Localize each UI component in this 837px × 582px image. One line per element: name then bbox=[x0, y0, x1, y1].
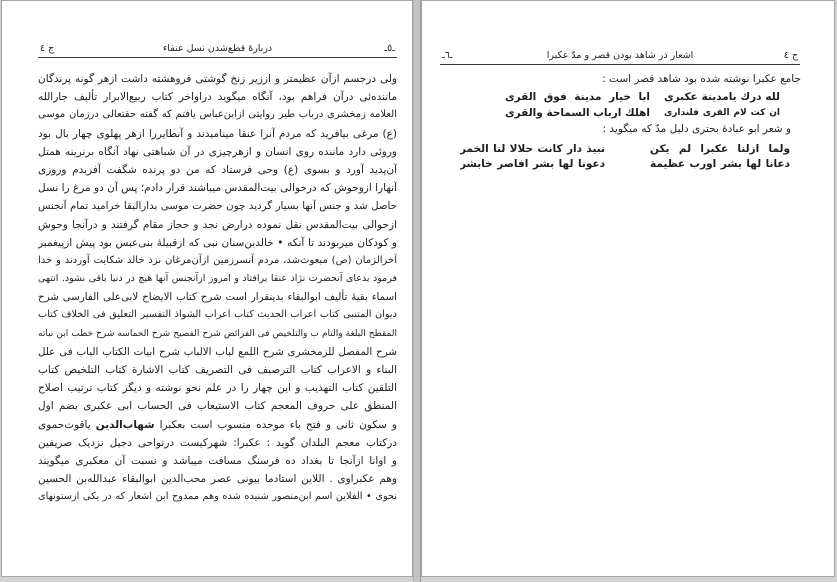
text-line bbox=[38, 106, 397, 124]
text-line bbox=[38, 88, 397, 106]
text-line bbox=[38, 143, 397, 161]
verse-hemistich-first: ولما ازلنا عكبرا لم يكن bbox=[650, 143, 790, 155]
left-page[interactable] bbox=[1, 0, 413, 577]
line-text: فرمود بدعای آنحضرت نژاد عنقا برافتاد و امروز ازآنجنس آنها هیچ در دنیا باقی نشود. انتهی bbox=[38, 273, 397, 285]
verse-couplet bbox=[422, 156, 834, 172]
line-text: ازحوالی بیت‌المقدس نقل نموده درارض نجد و حجاز مقام گرفتند و درآنجا وحوش bbox=[38, 218, 397, 231]
running-head-title: دربارهٔ قطع‌شدن نسل عنقاء bbox=[162, 43, 273, 54]
text-line bbox=[38, 416, 397, 434]
text-line bbox=[38, 343, 397, 361]
line-text: ولی درجسم ازآن عظیمتر و اززیر زنخ گوشتی فروهشته داشت ازهر گونه پرندگان bbox=[38, 73, 397, 85]
running-head-volume: ج ٤ bbox=[783, 50, 798, 61]
text-line bbox=[38, 270, 397, 288]
text-line bbox=[38, 70, 397, 88]
text-line bbox=[38, 325, 397, 343]
running-head bbox=[38, 41, 397, 58]
line-text: العلامه زمخشری درباب طیر روایتی ازابن‌عباس یافتم که گفته حقتعالی درزمان موسی bbox=[38, 109, 397, 121]
line-text: شرح المفصل للزمخشری شرح اللمع لباب الالباب شرح ابیات الکتاب الباب فی علل bbox=[38, 345, 397, 358]
line-text: (ع) مرغی بیافرید که مردم آنرا عنقا مینامیدند و آنطایررا ازهر پهلوی چهار بال بود bbox=[38, 127, 397, 140]
text-line bbox=[38, 161, 397, 179]
page-gutter bbox=[413, 0, 421, 582]
text-line bbox=[38, 397, 397, 415]
text-line bbox=[38, 470, 397, 488]
text-line bbox=[38, 288, 397, 306]
text-line bbox=[38, 379, 397, 397]
text-line bbox=[38, 125, 397, 143]
verse-couplet bbox=[422, 105, 834, 121]
line-text: آنهارا ازوحوش که درحوالی بیت‌المقدس میباشند قرار دادم؛ پس آن دو مرغ را نسل bbox=[38, 182, 397, 195]
verse-couplet bbox=[422, 141, 834, 157]
line-text: المقطح البلغة والتام ب والتلخیص فی الفرائض شرح الفصیح شرح الحماسه شرح خطب ابن نباته bbox=[38, 328, 397, 339]
line-text: و کودکان میربودند تا آنکه • خالدبن‌سنان نبی که ازقبیلهٔ بنی‌عبس بود پیش ازپیغمبر bbox=[38, 236, 397, 249]
line-text: دیوان المتنبی کتاب اعراب الحدیث کتاب اعراب الشواذ التفسیر التعلیق فی الخلاف کتاب bbox=[38, 309, 397, 321]
line-text: درکتاب معجم البلدان گوید : عکبرا: شهرکیست درنواحی دجیل نزدیک صریفین bbox=[38, 436, 397, 449]
text-line bbox=[38, 361, 397, 379]
running-head-title: اشعار در شاهد بودن قصر و مدّ عکبرا bbox=[546, 50, 694, 61]
verse-hemistich-first: ان كت لام القرى فلندارى bbox=[664, 108, 780, 118]
verse-couplet bbox=[422, 89, 834, 105]
text-line bbox=[38, 197, 397, 215]
line-text: حاصل شد و جنس آنها بسیار گردید چون حضرت موسی بدارالبقا خرامید تمام آنجنس bbox=[38, 200, 397, 213]
verse-hemistich-second: ابا خيار مدينة فوق القرى bbox=[505, 91, 650, 103]
text-line bbox=[38, 179, 397, 197]
verse-hemistich-first: دعانا لها بشر اورب عظيمة bbox=[650, 158, 790, 170]
text-line bbox=[38, 234, 397, 252]
line-text: ماننده‌ئی درآن فراهم بود، آنگاه میگوید دراواخر کتاب ربیع‌الابرار تألیف جارالله bbox=[38, 91, 397, 104]
line-text: وروئی دارد ماننده روی انسان و ازهرچیزی در آن شباهتی نهاد آنگاه برنرینه همتل bbox=[38, 145, 397, 158]
text-line bbox=[38, 452, 397, 470]
line-text: و اوانا ازآنجا تا بغداد ده فرسنگ مسافت میباشد و نسبت آن معکبری میگویند bbox=[38, 454, 397, 467]
page-number: ـ٦ـ bbox=[442, 50, 453, 61]
line-text: اسماء بقیهٔ تألیف ابوالبقاء بدینقرار است شرح کتاب الایضاح لابی‌علی الفارسی شرح bbox=[38, 291, 397, 304]
verse-hemistich-second: اهلك ارباب السماحة والقرى bbox=[505, 107, 650, 119]
text-line bbox=[38, 488, 397, 506]
line-text: آن‌پدید آورد و بسوی (ع) وحی فرستاد که من دو پرنده شگفت آفریدم وروزی bbox=[38, 163, 397, 176]
running-head-volume: ج ٤ bbox=[40, 43, 55, 54]
line-text-bold: شهاب‌الدین bbox=[95, 418, 155, 431]
line-text: البناء و الاعراب کتاب الترصیف فی التصریف کتاب الاشارة کتاب التلخیص کتاب bbox=[38, 364, 397, 376]
verse-hemistich-first: لله درك يامدينة عكبرى bbox=[664, 91, 780, 103]
line-text: المنطق علی حروف المعجم کتاب الاستیعاب فی الحساب ابی عکبری بضم اول bbox=[38, 400, 397, 413]
line-text: یاقوت‌حموی bbox=[38, 418, 96, 431]
page-number: ـ٥ـ bbox=[384, 43, 395, 54]
line-text: التلقین کتاب التهذیب و این چهار را در علم نحو نوشته و دیگر کتاب ترتیب اصلاح bbox=[38, 382, 397, 395]
line-text: و سکون ثانی و فتح باء موحده منسوب است بعکبرا bbox=[154, 418, 397, 431]
prose-line: و شعر ابو عبادهٔ بحتری دلیل مدّ که میگوید : bbox=[602, 123, 791, 135]
right-page[interactable] bbox=[421, 0, 835, 577]
running-head bbox=[440, 48, 800, 65]
verse-hemistich-second: نبيذ دار كانت حلالا لنا الخمر bbox=[460, 143, 605, 155]
prose-line: جامع عکبرا نوشته شده بود شاهد قصر است : bbox=[602, 73, 801, 85]
page-body-text bbox=[38, 70, 397, 507]
line-text: آخرالزمان (ص) مبعوث‌شد، مردم آنسرزمین ازآن‌مرغان نزد خالد شکایت آوردند و خدا bbox=[38, 254, 397, 266]
line-text: وهم عکبراوی . اللاین استادما بیونی عصر محب‌الدین ابوالبقاء عبدالله‌بن الحسین bbox=[38, 473, 397, 486]
text-line bbox=[38, 216, 397, 234]
text-line bbox=[38, 252, 397, 270]
verse-hemistich-second: دعونا لها بشر افاصر خابشر bbox=[460, 158, 605, 170]
text-line bbox=[38, 434, 397, 452]
text-line bbox=[38, 306, 397, 324]
line-text: نحوی • الفلاین اسم ابن‌منصور شنیده شده وهم ممدوح ابن اشعار که در یکی ازستونهای bbox=[38, 491, 397, 503]
